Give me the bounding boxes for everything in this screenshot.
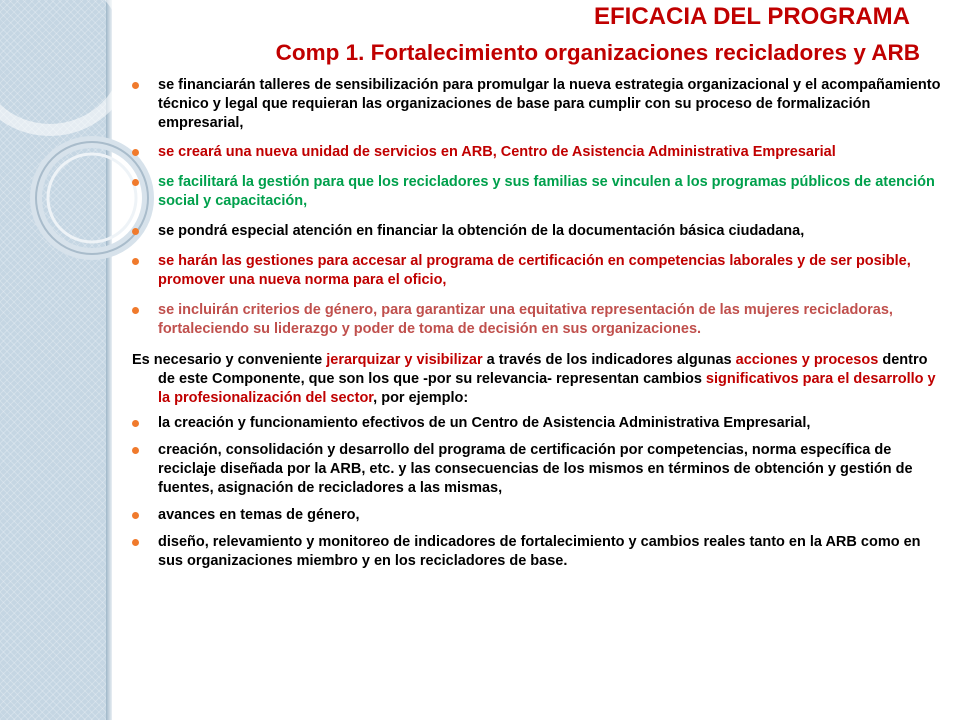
paragraph-text: Es necesario y conveniente: [132, 352, 327, 368]
example-item: [132, 441, 944, 498]
bullet-dot-icon: [132, 82, 139, 89]
slide-subtitle: Comp 1. Fortalecimiento organizaciones recicladores y ARB: [275, 40, 920, 65]
bullet-text: se pondrá especial atención en financiar la obtención de la documentación básica ciudadana,: [158, 223, 805, 239]
bullet-item: [132, 222, 944, 241]
bullet-item: [132, 76, 944, 133]
examples-list: [132, 414, 944, 571]
example-text: la creación y funcionamiento efectivos de un Centro de Asistencia Administrativa Empresarial,: [158, 415, 811, 431]
example-text: diseño, relevamiento y monitoreo de indicadores de fortalecimiento y cambios reales tanto en la ARB como en sus organizaciones miembro y en los recicladores de base.: [158, 534, 921, 569]
bullet-dot-icon: [132, 228, 139, 235]
bullet-dot-icon: [132, 149, 139, 156]
bullet-dot-icon: [132, 512, 139, 519]
bullet-text: se financiarán talleres de sensibilización para promulgar la nueva estrategia organizacional y el acompañamiento técnico y legal que requieran las organizaciones de base para cumplir con su proceso de formalización empresarial,: [158, 77, 941, 131]
bullet-dot-icon: [132, 420, 139, 427]
bullet-item: [132, 143, 944, 162]
summary-paragraph: [132, 351, 944, 408]
example-item: [132, 506, 944, 525]
slide-title: EFICACIA DEL PROGRAMA: [593, 3, 910, 30]
bullet-text: se harán las gestiones para accesar al programa de certificación en competencias laborales y de ser posible, promover una nueva norma para el oficio,: [158, 253, 911, 288]
bullet-dot-icon: [132, 258, 139, 265]
slide-content: [132, 76, 944, 571]
bullet-dot-icon: [132, 307, 139, 314]
bullet-dot-icon: [132, 539, 139, 546]
bullet-item: [132, 301, 944, 339]
paragraph-text: a través de los indicadores algunas: [482, 352, 736, 368]
paragraph-highlight: significativos para el desarrollo y la profesionalización del sector: [158, 371, 936, 406]
paragraph-text: dentro de este Componente, que son los que -por su relevancia- representan cambios: [158, 352, 928, 387]
bullet-text: se creará una nueva unidad de servicios en ARB, Centro de Asistencia Administrativa Empresarial: [158, 144, 836, 160]
bullet-item: [132, 173, 944, 211]
bullet-dot-icon: [132, 179, 139, 186]
bullet-text: se incluirán criterios de género, para garantizar una equitativa representación de las mujeres recicladoras, fortaleciendo su liderazgo y poder de toma de decisión en sus organizaciones.: [158, 302, 893, 337]
paragraph-highlight: acciones y procesos: [735, 352, 879, 368]
bullet-text: se facilitará la gestión para que los recicladores y sus familias se vinculen a los programas públicos de atención social y capacitación,: [158, 174, 935, 209]
example-text: creación, consolidación y desarrollo del programa de certificación por competencias, norma específica de reciclaje diseñada por la ARB, etc. y las consecuencias de los mismos en términos de obtención y gestión de fuentes, asignación de recicladores a las mismas,: [158, 442, 913, 496]
example-item: [132, 414, 944, 433]
bullet-list: [132, 76, 944, 339]
bullet-dot-icon: [132, 447, 139, 454]
paragraph-text: , por ejemplo:: [373, 390, 469, 406]
example-text: avances en temas de género,: [158, 507, 360, 523]
bullet-item: [132, 252, 944, 290]
paragraph-highlight: jerarquizar y visibilizar: [326, 352, 483, 368]
example-item: [132, 533, 944, 571]
